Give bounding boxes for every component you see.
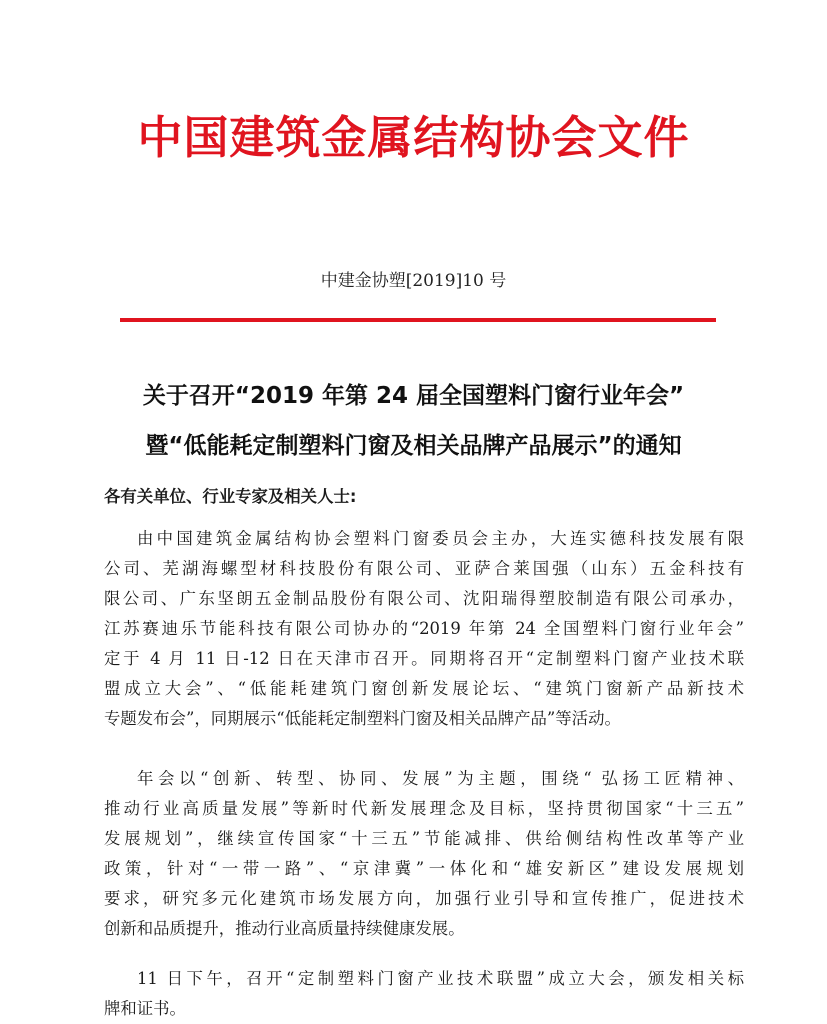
paragraph-line: 11 日下午，召开“定制塑料门窗产业技术联盟”成立大会，颁发相关标 (137, 969, 744, 988)
paragraph-line: 创新和品质提升，推动行业高质量持续健康发展。 (104, 919, 465, 938)
paragraph-line: 江苏赛迪乐节能科技有限公司协办的“2019 年第 24 全国塑料门窗行业年会” (104, 619, 744, 638)
notice-title-line-2: 暨“低能耗定制塑料门窗及相关品牌产品展示”的通知 (145, 433, 682, 459)
salutation: 各有关单位、行业专家及相关人士: (104, 487, 357, 506)
paragraph-line: 牌和证书。 (104, 999, 186, 1018)
paragraph-line: 发展规划”，继续宣传国家“十三五”节能减排、供给侧结构性改革等产业 (104, 829, 744, 848)
paragraph-line: 定于 4 月 11 日-12 日在天津市召开。同期将召开“定制塑料门窗产业技术联 (104, 649, 744, 668)
paragraph-line: 盟成立大会”、“低能耗建筑门窗创新发展论坛、“建筑门窗新产品新技术 (104, 679, 744, 698)
red-divider-rule (120, 318, 716, 322)
paragraph-line: 公司、芜湖海螺型材科技股份有限公司、亚萨合莱国强（山东）五金科技有 (104, 559, 744, 578)
paragraph-line: 专题发布会”，同期展示“低能耗定制塑料门窗及相关品牌产品”等活动。 (104, 709, 621, 728)
paragraph-line: 要求，研究多元化建筑市场发展方向，加强行业引导和宣传推广，促进技术 (104, 889, 744, 908)
paragraph-line: 推动行业高质量发展”等新时代新发展理念及目标，坚持贯彻国家“十三五” (104, 799, 744, 818)
paragraph-line: 由中国建筑金属结构协会塑料门窗委员会主办，大连实德科技发展有限 (137, 529, 744, 548)
paragraph-line: 限公司、广东坚朗五金制品股份有限公司、沈阳瑞得塑胶制造有限公司承办， (104, 589, 744, 608)
paragraph-1 (104, 524, 744, 734)
paragraph-line: 年会以“创新、转型、协同、发展”为主题，围绕“ 弘扬工匠精神、 (137, 769, 744, 788)
paragraph-3 (104, 964, 744, 1024)
paragraph-line: 政策，针对“一带一路”、“京津冀”一体化和“雄安新区”建设发展规划 (104, 859, 744, 878)
document-header-title: 中国建筑金属结构协会文件 (137, 111, 690, 164)
notice-title-line-1: 关于召开“2019 年第 24 届全国塑料门窗行业年会” (142, 383, 685, 409)
document-number: 中建金协塑[2019]10 号 (320, 271, 507, 291)
paragraph-2 (104, 764, 744, 944)
